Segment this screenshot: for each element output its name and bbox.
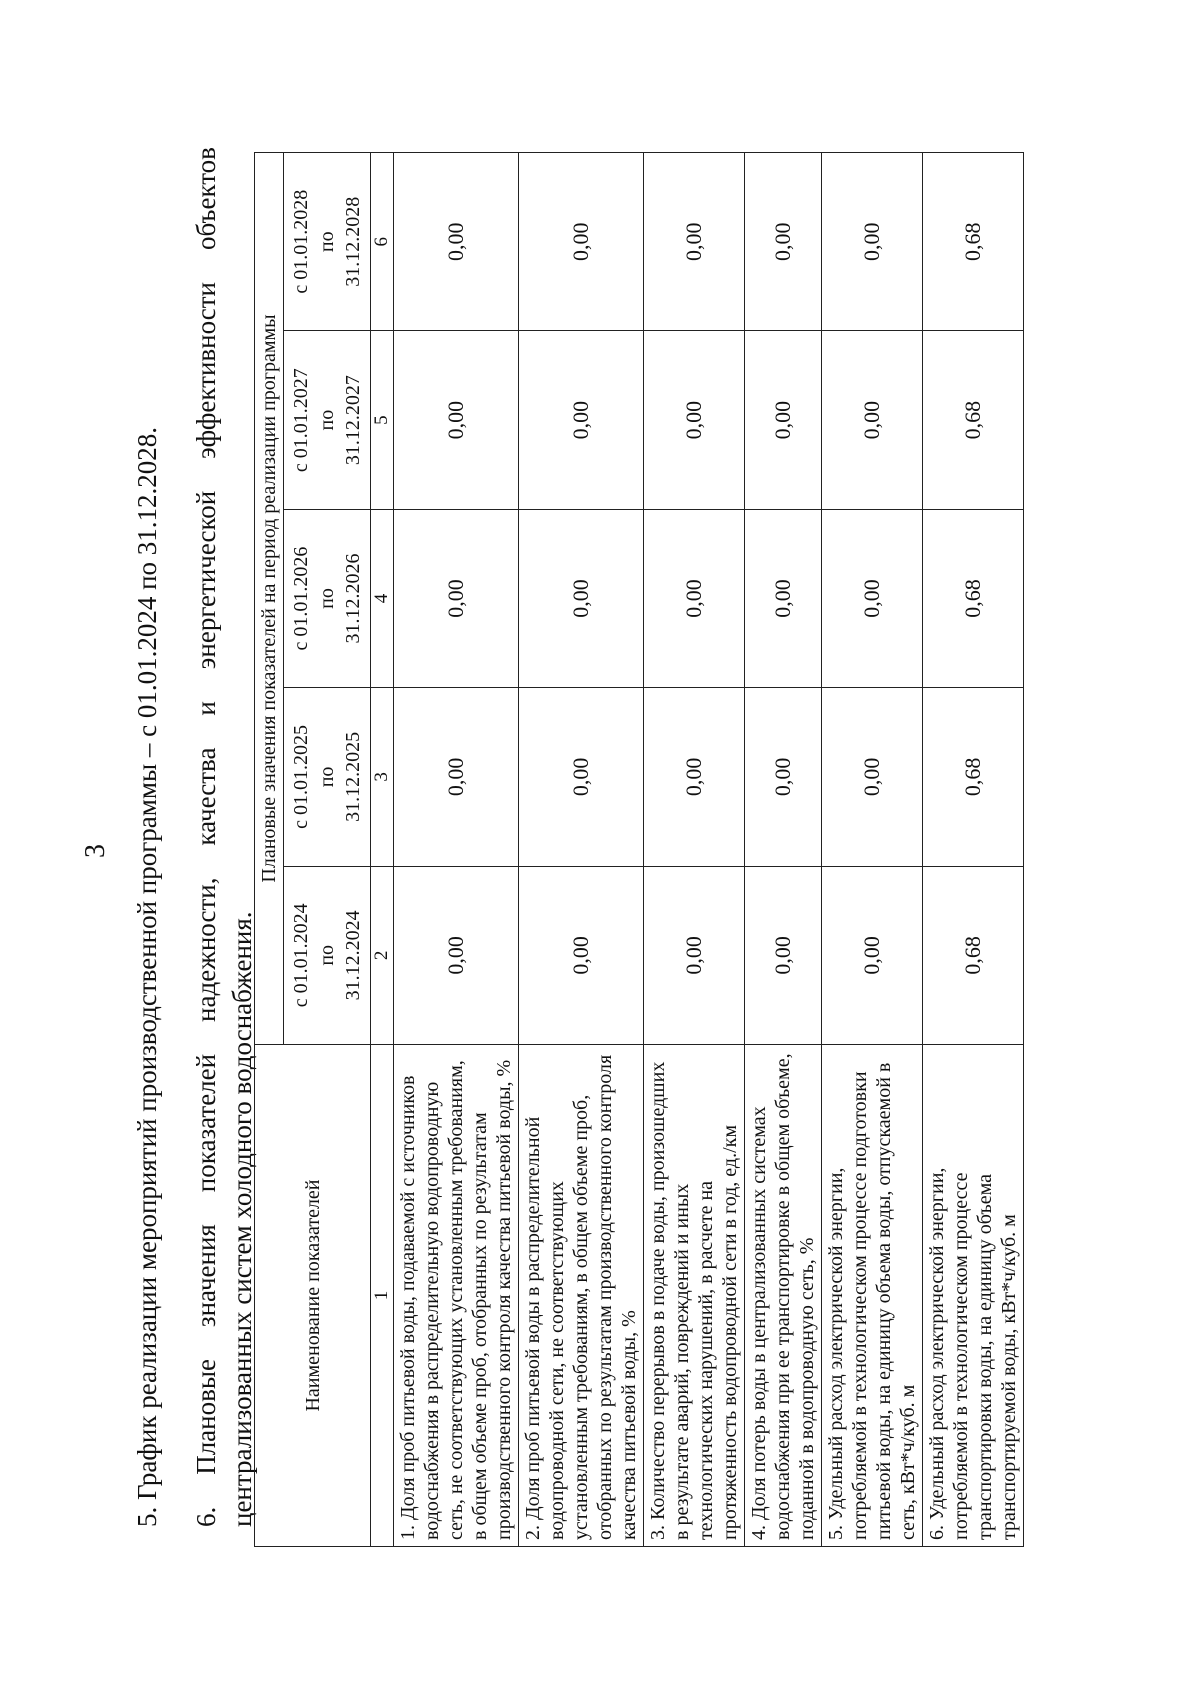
indicator-value: 0,68 [923, 688, 1024, 866]
heading-word: объектов [191, 147, 221, 251]
heading-word: и [191, 701, 221, 716]
indicator-value: 0,00 [822, 509, 923, 687]
section-6-heading-line1 [188, 147, 224, 1527]
indicator-value: 0,00 [822, 153, 923, 331]
indicator-value: 0,00 [644, 688, 745, 866]
heading-word: значения [191, 1224, 221, 1328]
indicator-value: 0,00 [644, 331, 745, 509]
indicator-name: 2. Доля проб питьевой воды в распределительной водопроводной сети, не соответствующих установленным требованиям, в общем объеме проб, отобранных по результатам производственного контроля качества питьевой воды, % [519, 1045, 644, 1547]
indicator-value: 0,00 [822, 866, 923, 1044]
indicator-name: 1. Доля проб питьевой воды, подаваемой с источников водоснабжения в распределительную водопроводную сеть, не соответствующих установленным требованиям, в общем объеме проб, отобранных по результатам производственного контроля качества питьевой воды, % [394, 1045, 519, 1547]
indicator-value: 0,68 [923, 866, 1024, 1044]
heading-word: качества [191, 747, 221, 846]
period-header [284, 688, 371, 866]
table-row [644, 153, 745, 1547]
indicator-value: 0,00 [394, 331, 519, 509]
indicator-value: 0,00 [822, 331, 923, 509]
indicator-value: 0,00 [519, 153, 644, 331]
column-number: 3 [371, 688, 394, 866]
period-to: 31.12.2024 [342, 910, 364, 1001]
table-row [822, 153, 923, 1547]
indicator-value: 0,00 [644, 509, 745, 687]
indicator-value: 0,68 [923, 331, 1024, 509]
period-to: 31.12.2028 [342, 196, 364, 287]
indicator-value: 0,00 [745, 866, 822, 1044]
table-row [923, 153, 1024, 1547]
indicator-value: 0,00 [745, 331, 822, 509]
plan-values-group-header: Плановые значения показателей на период реализации программы [255, 153, 284, 1045]
indicator-value: 0,00 [822, 688, 923, 866]
indicator-value: 0,00 [745, 688, 822, 866]
period-header [284, 331, 371, 509]
column-number: 2 [371, 866, 394, 1044]
indicator-name: 5. Удельный расход электрической энергии, потребляемой в технологическом процессе подготовки питьевой воды, на единицу объема воды, отпускаемой в сеть, кВт*ч/куб. м [822, 1045, 923, 1547]
table-header-row [255, 153, 284, 1547]
heading-word: надежности, [191, 877, 221, 1022]
period-by: по [316, 944, 338, 966]
indicator-name: 6. Удельный расход электрической энергии, потребляемой в технологическом процессе транспортировки воды, на единицу объема транспортируемой воды, кВт*ч/куб. м [923, 1045, 1024, 1547]
heading-word: энергетической [191, 490, 221, 670]
page-number: 3 [80, 844, 111, 858]
column-number: 1 [371, 1045, 394, 1547]
period-header [284, 509, 371, 687]
indicator-value: 0,00 [644, 153, 745, 331]
period-from: с 01.01.2024 [290, 903, 312, 1008]
period-by: по [316, 231, 338, 253]
period-by: по [316, 766, 338, 788]
period-from: с 01.01.2028 [290, 189, 312, 294]
period-from: с 01.01.2027 [290, 368, 312, 473]
period-header [284, 153, 371, 331]
indicator-value: 0,00 [745, 509, 822, 687]
section-6-heading [188, 147, 260, 1527]
indicators-table [254, 152, 1024, 1547]
indicator-value: 0,68 [923, 509, 1024, 687]
period-header [284, 866, 371, 1044]
indicator-value: 0,00 [519, 688, 644, 866]
period-from: с 01.01.2026 [290, 546, 312, 651]
heading-word: 6. [191, 1506, 221, 1527]
column-number: 5 [371, 331, 394, 509]
heading-word: эффективности [191, 282, 221, 459]
indicator-value: 0,00 [394, 866, 519, 1044]
indicator-value: 0,68 [923, 153, 1024, 331]
indicator-name: 4. Доля потерь воды в централизованных системах водоснабжения при ее транспортировке в общем объеме, поданной в водопроводную сеть, % [745, 1045, 822, 1547]
indicator-value: 0,00 [745, 153, 822, 331]
name-column-header: Наименование показателей [255, 1045, 371, 1547]
period-to: 31.12.2027 [342, 375, 364, 466]
section-5-heading: 5. График реализации мероприятий производственной программы – с 01.01.2024 по 31.12.2028. [132, 426, 162, 1527]
indicator-value: 0,00 [519, 866, 644, 1044]
column-number: 4 [371, 509, 394, 687]
indicator-value: 0,00 [394, 153, 519, 331]
table-row [394, 153, 519, 1547]
indicator-value: 0,00 [394, 509, 519, 687]
period-to: 31.12.2026 [342, 553, 364, 644]
table-row [745, 153, 822, 1547]
period-by: по [316, 409, 338, 431]
table-row [519, 153, 644, 1547]
indicator-value: 0,00 [519, 509, 644, 687]
column-number-row [371, 153, 394, 1547]
heading-word: Плановые [191, 1359, 221, 1475]
indicator-value: 0,00 [394, 688, 519, 866]
column-number: 6 [371, 153, 394, 331]
section-6-heading-line2: централизованных систем холодного водоснабжения. [227, 911, 257, 1527]
indicator-value: 0,00 [519, 331, 644, 509]
period-by: по [316, 588, 338, 609]
indicator-name: 3. Количество перерывов в подаче воды, произошедших в результате аварий, повреждений и иных технологических нарушений, в расчете на протяженность водопроводной сети в год, ед./км [644, 1045, 745, 1547]
period-to: 31.12.2025 [342, 731, 364, 822]
period-from: с 01.01.2025 [290, 724, 312, 829]
indicator-value: 0,00 [644, 866, 745, 1044]
heading-word: показателей [191, 1053, 221, 1193]
